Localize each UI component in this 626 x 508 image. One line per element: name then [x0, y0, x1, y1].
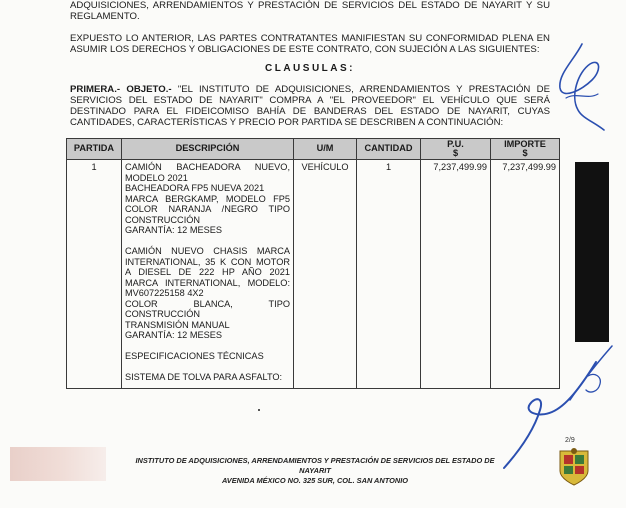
stamp-smudge	[10, 447, 106, 481]
stray-mark	[258, 409, 260, 411]
primera-text: "EL INSTITUTO DE ADQUISICIONES, ARRENDAMIENTOS Y PRESTACIÓN DE SERVICIOS DEL ESTADO DE NAYARIT" COMPRA A "EL PROVEEDOR" EL VEHÍCULO QUE SERÁ DESTINADO PARA EL FIDEICOMISO BAHÍA DE BANDERAS DEL ESTADO DE NAYARIT, CUYAS CANTIDADES, CARACTERÍSTICAS Y PRECIO POR PARTIDA SE DESCRIBEN A CONTINUACIÓN:	[70, 84, 550, 128]
description-line: COLOR NARANJA /NEGRO TIPO	[125, 204, 290, 214]
description-line: MARCA INTERNATIONAL, MODELO:	[125, 277, 290, 288]
header-pu	[421, 139, 491, 160]
clausulas-heading: CLAUSULAS:	[265, 63, 355, 74]
description-block-chasis	[125, 246, 290, 341]
description-line: CONSTRUCCIÓN	[125, 309, 201, 319]
description-line: MARCA BERGKAMP, MODELO FP5	[125, 193, 290, 204]
description-line: MODELO 2021	[125, 172, 188, 183]
header-pu-label: P.U.	[447, 138, 464, 149]
header-partida: PARTIDA	[67, 139, 122, 160]
description-line: GARANTÍA: 12 MESES	[125, 225, 223, 235]
footer-street: AVENIDA MÉXICO NO. 325 SUR, COL. SAN ANTONIO	[221, 476, 409, 485]
header-importe-label: IMPORTE	[504, 138, 546, 149]
header-importe-unit: $	[522, 148, 528, 158]
description-line: MV607225158 4X2	[125, 288, 204, 298]
page-number: 2/9	[565, 437, 575, 444]
description-especificaciones: ESPECIFICACIONES TÉCNICAS	[125, 351, 264, 361]
header-um: U/M	[294, 139, 357, 160]
cell-descripcion	[122, 160, 294, 389]
description-line: A DIESEL DE 222 HP AÑO 2021	[125, 267, 290, 277]
description-tolva: SISTEMA DE TOLVA PARA ASFALTO:	[125, 372, 283, 382]
footer-address	[120, 456, 510, 486]
primera-label: PRIMERA.- OBJETO.-	[70, 84, 172, 95]
description-line: CONSTRUCCIÓN	[125, 214, 201, 225]
description-line: CAMIÓN BACHEADORA NUEVO,	[125, 162, 290, 172]
cell-cantidad: 1	[357, 160, 421, 389]
state-seal-icon	[556, 447, 592, 487]
description-line: GARANTÍA: 12 MESES	[125, 330, 223, 340]
description-line: CAMIÓN NUEVO CHASIS MARCA	[125, 246, 290, 256]
description-block-bacheadora	[125, 162, 290, 236]
table-row	[67, 160, 560, 389]
cell-um: VEHÍCULO	[294, 160, 357, 389]
footer-institute: INSTITUTO DE ADQUISICIONES, ARRENDAMIENTOS Y PRESTACIÓN DE SERVICIOS DEL ESTADO DE NAYARIT	[135, 456, 495, 475]
description-line: TRANSMISIÓN MANUAL	[125, 319, 230, 330]
table-header-row	[67, 139, 560, 160]
description-line: INTERNATIONAL, 35 K CON MOTOR	[125, 256, 290, 267]
header-cantidad: CANTIDAD	[357, 139, 421, 160]
items-table	[66, 138, 560, 389]
description-line: COLOR BLANCA, TIPO	[125, 298, 290, 309]
signature-top-icon	[552, 40, 612, 135]
cell-pu: 7,237,499.99	[421, 160, 491, 389]
cell-importe: 7,237,499.99	[491, 160, 560, 389]
redaction-bar	[575, 162, 609, 342]
primera-clause	[70, 84, 550, 128]
header-descripcion: DESCRIPCIÓN	[122, 139, 294, 160]
header-importe	[491, 139, 560, 160]
intro-paragraph: ADQUISICIONES, ARRENDAMIENTOS Y PRESTACIÓN DE SERVICIOS DEL ESTADO DE NAYARIT Y SU REGLAMENTO.	[70, 0, 550, 22]
description-line: BACHEADORA FP5 NUEVA 2021	[125, 183, 265, 193]
header-pu-unit: $	[452, 148, 459, 158]
consent-paragraph: EXPUESTO LO ANTERIOR, LAS PARTES CONTRATANTES MANIFIESTAN SU CONFORMIDAD PLENA EN ASUMIR LOS DERECHOS Y OBLIGACIONES DE ESTE CONTRATO, CON SUJECIÓN A LAS SIGUIENTES:	[70, 33, 550, 55]
cell-partida: 1	[67, 160, 122, 389]
